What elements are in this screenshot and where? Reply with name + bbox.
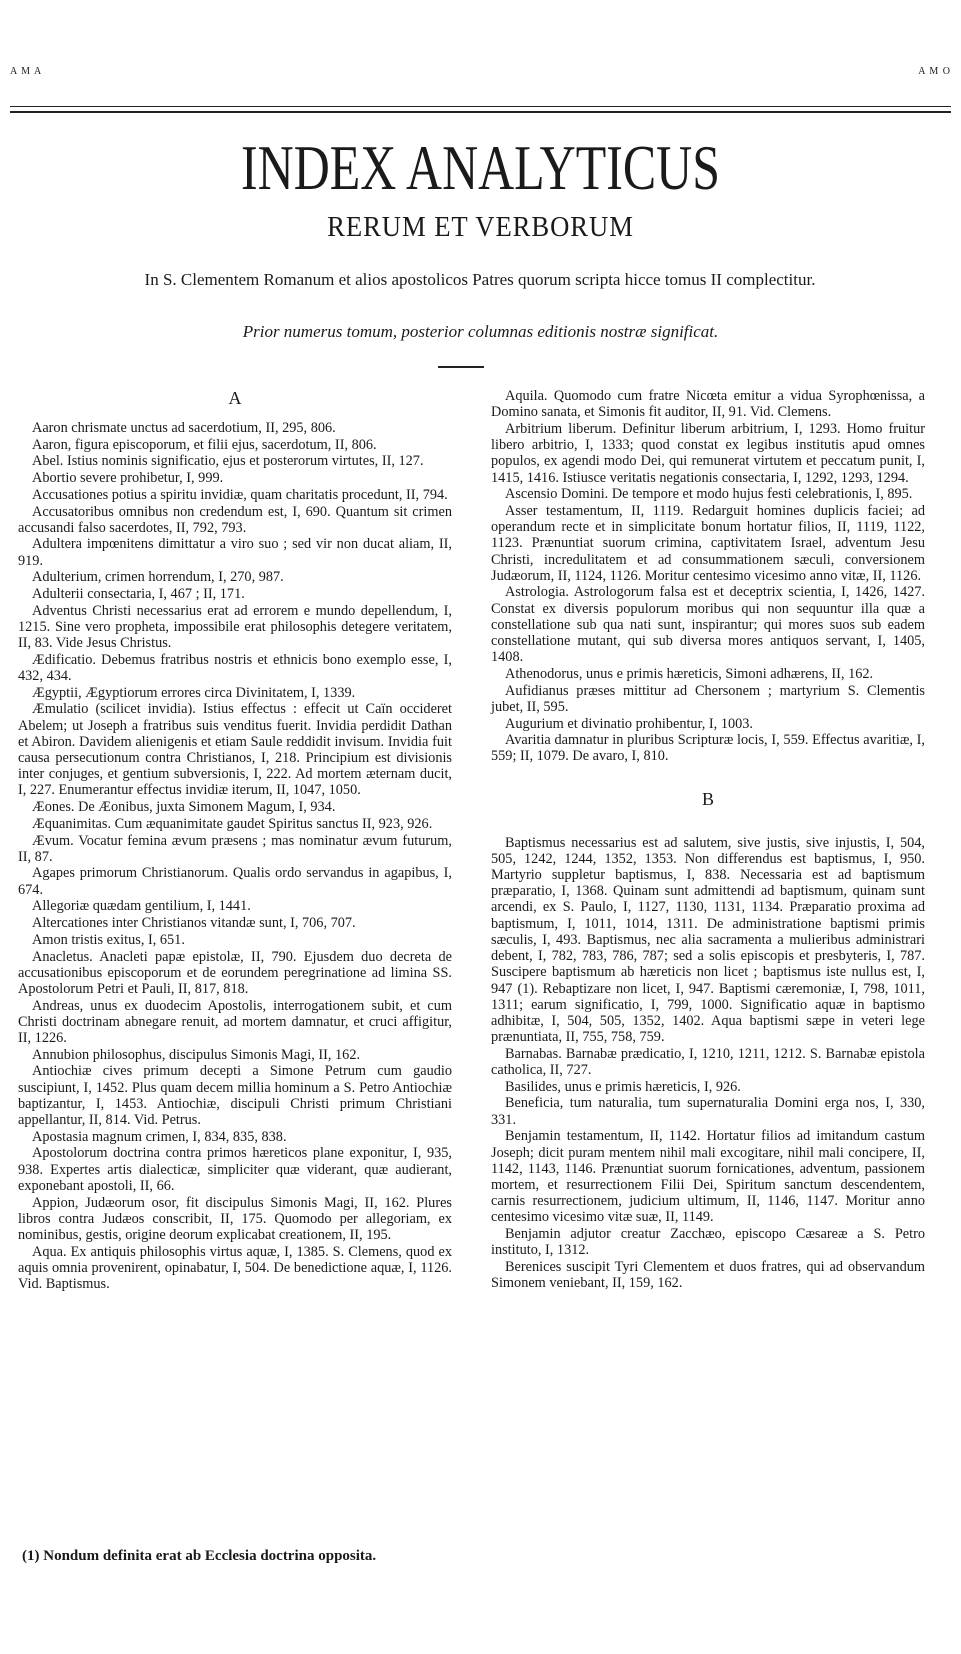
index-entry: Augurium et divinatio prohibentur, I, 1003.: [505, 715, 753, 732]
index-entry: Allegoriæ quædam gentilium, I, 1441.: [32, 898, 251, 915]
header-rule-thick: [10, 111, 951, 113]
page-subtitle: RERUM ET VERBORUM: [327, 211, 634, 243]
index-entry: Agapes primorum Christianorum. Qualis ordo servandus in agapibus, I, 674.: [18, 865, 452, 898]
footnote: (1) Nondum definita erat ab Ecclesia doctrina opposita.: [22, 1548, 377, 1564]
index-entry: Basilides, unus e primis hæreticis, I, 926.: [505, 1078, 741, 1095]
index-entry: Altercationes inter Christianos vitandæ sunt, I, 706, 707.: [32, 915, 356, 932]
index-entry: Adventus Christi necessarius erat ad errorem e mundo depellendum, I, 1215. Sine vero propheta, impossibile erat philosophis detegere veritatem, II, 83. Vide Jesus Christus.: [18, 602, 452, 652]
right-entry-list-b: [491, 835, 925, 1292]
index-entry: Berenices suscipit Tyri Clementem et duos fratres, qui ad observandum Simonem veniebant, II, 159, 162.: [491, 1258, 925, 1292]
index-entry: Ascensio Domini. De tempore et modo hujus festi celebrationis, I, 895.: [505, 486, 913, 503]
running-head-right: A M O: [918, 66, 951, 77]
index-entry: Apostolorum doctrina contra primos hæreticos plane exponitur, I, 935, 938. Expertes artis dialecticæ, simpliciter quæ viderant, quæ audierant, exponebant apostoli, II, 66.: [18, 1145, 452, 1194]
section-letter-a: A: [228, 388, 242, 408]
index-entry: Amon tristis exitus, I, 651.: [32, 931, 185, 948]
index-entry: Aquila. Quomodo cum fratre Nicœta emitur a vidua Syrophœnissa, a Domino sanata, et Simonis fit auditor, II, 91. Vid. Clemens.: [491, 388, 925, 421]
index-entry: Astrologia. Astrologorum falsa est et deceptrix scientia, I, 1426, 1427. Constat ex diversis populorum moribus qui non sequuntur illa quæ a constellatione sub qua nati sunt, inspirantur; qui mores suos sub eadem constellatione mutant, qui sub diversa mores antiquos servant, I, 1405, 1408.: [491, 584, 925, 666]
index-entry: Æmulatio (scilicet invidia). Istius effectus : effecit ut Caïn occideret Abelem; ut Joseph a fratribus suis venditus fuerit. Invidia perdidit Dathan et Abiron. Davidem alienigenis et etiam Saule reddidit invisum. Invidia fuit causa persecutionum contra Christianos, I, 218. Principium est divisionis inter conjuges, et gentium subversionis, I, 222. Ad mortem æternam ducit, I, 227. Enumerantur effectus invidiæ iterum, II, 1047, 1050.: [18, 701, 452, 799]
index-entry: Benjamin testamentum, II, 1142. Hortatur filios ad imitandum castum Joseph; dicit puram mentem nihil mali excogitare, nihil mali concipere, II, 1142, 1143, 1146. Prænuntiat suorum fornicationes, adventum, passionem mortem, et resurrectionem Filii Dei, Spiritum sanctum descendentem, carnis resurrectionem, judicium ultimum, II, 1146, 1147. Moritur anno centesimo vicesimo vitæ suæ, II, 1149.: [491, 1128, 925, 1226]
running-head: [10, 66, 951, 80]
index-entry: Adulterium, crimen horrendum, I, 270, 987.: [32, 569, 284, 586]
index-entry: Benjamin adjutor creatur Zacchæo, episcopo Cæsareæ a S. Petro instituto, I, 1312.: [491, 1226, 925, 1259]
left-entry-list: [18, 420, 452, 1292]
index-entry: Aufidianus præses mittitur ad Chersonem ; martyrium S. Clementis jubet, II, 595.: [491, 682, 925, 715]
index-entry: Aaron chrismate unctus ad sacerdotium, II, 295, 806.: [32, 420, 336, 436]
right-column: [491, 388, 925, 1292]
index-entry: Æones. De Æonibus, juxta Simonem Magum, I, 934.: [32, 799, 336, 816]
index-entry: Avaritia damnatur in pluribus Scripturæ locis, I, 559. Effectus avaritiæ, I, 559; II, 1079. De avaro, I, 810.: [491, 732, 925, 765]
section-letter-b: B: [701, 788, 714, 809]
index-entry: Ædificatio. Debemus fratribus nostris et ethnicis bono exemplo esse, I, 432, 434.: [18, 651, 452, 685]
index-entry: Adulterii consectaria, I, 467 ; II, 171.: [32, 586, 245, 603]
index-entry: Accusationes potius a spiritu invidiæ, quam charitatis procedunt, II, 794.: [32, 486, 448, 503]
index-entry: Appion, Judæorum osor, fit discipulus Simonis Magi, II, 162. Plures libros contra Judæos conscribit, II, 175. Quomodo per allegoriam, ex nominibus, gestis, origine deorum explicabat creationem, II, 195.: [18, 1194, 452, 1243]
index-entry: Athenodorus, unus e primis hæreticis, Simoni adhærens, II, 162.: [505, 665, 874, 682]
right-entry-list-a: [491, 388, 925, 765]
numbering-note: Prior numerus tomum, posterior columnas editionis nostræ significat.: [242, 322, 719, 341]
index-entry: Andreas, unus ex duodecim Apostolis, interrogationem subit, et cum Christi doctrinam abnegare renuit, ad mortem damnatur, et cruci affigitur, II, 1226.: [18, 997, 452, 1047]
page-title: INDEX ANALYTICUS: [241, 132, 720, 203]
index-entry: Apostasia magnum crimen, I, 834, 835, 838.: [32, 1128, 287, 1145]
index-entry: Aqua. Ex antiquis philosophis virtus aquæ, I, 1385. S. Clemens, quod ex aquis omnia provenirent, opinabatur, I, 504. De benedictione aquæ, I, 1126. Vid. Baptismus.: [18, 1243, 452, 1293]
index-entry: Ægyptii, Ægyptiorum errores circa Divinitatem, I, 1339.: [32, 684, 356, 701]
index-entry: Arbitrium liberum. Definitur liberum arbitrium, I, 1293. Homo fruitur libero arbitrio, I, 1333; quod constat ex legibus institutis apud omnes populos, ex agendi modo Dei, qui remunerat virtutem et peccatum punit, I, 1415, 1416. Istiusce veritatis negationis consectaria, I, 1292, 1293, 1294.: [491, 420, 925, 486]
index-entry: Barnabas. Barnabæ prædicatio, I, 1210, 1211, 1212. S. Barnabæ epistola catholica, II, 727.: [491, 1045, 925, 1079]
index-entry: Baptismus necessarius est ad salutem, sive justis, sive injustis, I, 504, 505, 1242, 1244, 1352, 1353. Non differendus est baptismus, I, 950. Martyrio suppletur baptismus, I, 838. Necessaria est ad baptismum præparatio, I, 1368. Quinam sunt admittendi ad baptismum, quinam sunt arcendi, ex S. Paulo, I, 1127, 1130, 1131, 1134. Præparatio proxima ad baptismum, I, 1011, 1014, 1311. De administratione baptismi primis sæculis, I, 493. Baptismus, nec alia sacramenta a mulieribus administrari debent, I, 782, 783, 786, 787; sed a solis episcopis et presbyteris, I, 787. Suscipere baptismum ab hæreticis non licet ; baptismus iste nullus est, I, 947 (1). Rebaptizare non licet, I, 947. Baptismi cæremoniæ, I, 798, 1011, 1311; earum significatio, I, 799, 1000. Significatio aquæ in baptismo adhibitæ, I, 504, 505, 1352, 1402. Aqua baptismi sæpe in veteri lege prænuntiata, II, 755, 758, 759.: [491, 834, 925, 1046]
index-entry: Abel. Istius nominis significatio, ejus et posterorum virtutes, II, 127.: [32, 453, 424, 470]
index-entry: Antiochiæ cives primum decepti a Simone Petrum cum gaudio suscipiunt, I, 1452. Plus quam decem millia hominum a S. Petro Antiochiæ baptizantur, I, 1453. Antiochiæ, discipuli Christi primum Christiani appellantur, II, 814. Vid. Petrus.: [18, 1063, 452, 1129]
page-description: In S. Clementem Romanum et alios apostolicos Patres quorum scripta hicce tomus II complectitur.: [144, 270, 816, 289]
index-entry: Beneficia, tum naturalia, tum supernaturalia Domini erga nos, I, 330, 331.: [491, 1095, 925, 1128]
section-divider: [438, 366, 484, 368]
index-entry: Accusatoribus omnibus non credendum est, I, 690. Quantum sit crimen accusandi falso sacerdotes, II, 792, 793.: [18, 503, 452, 536]
header-rule-thin: [10, 106, 951, 107]
index-entry: Annubion philosophus, discipulus Simonis Magi, II, 162.: [32, 1046, 361, 1063]
index-entry: Asser testamentum, II, 1119. Redarguit homines duplicis faciei; ad operandum recte et in simplicitate bonum hortatur filios, II, 1119, 1122, 1123. Prænuntiat suorum crimina, captivitatem Israel, adventum Jesu Christi, incredulitatem et ad consummationem sæculi, conversionem Judæorum, II, 1124, 1126. Moritur centesimo vicesimo anno vitæ, II, 1126.: [491, 502, 925, 584]
index-entry: Adultera impœnitens dimittatur a viro suo ; sed vir non ducat aliam, II, 919.: [18, 536, 452, 569]
index-entry: Ævum. Vocatur femina ævum præsens ; mas nominatur ævum futurum, II, 87.: [18, 832, 452, 865]
index-entry: Abortio severe prohibetur, I, 999.: [32, 470, 224, 487]
running-head-left: A M A: [10, 66, 43, 77]
index-entry: Anacletus. Anacleti papæ epistolæ, II, 790. Ejusdem duo decreta de accusationibus episcoporum et de eorundem peregrinatione ad limina SS. Apostolorum Petri et Pauli, II, 817, 818.: [18, 948, 452, 997]
left-column: [18, 388, 452, 1293]
index-entry: Aaron, figura episcoporum, et filii ejus, sacerdotum, II, 806.: [32, 436, 377, 453]
index-entry: Æquanimitas. Cum æquanimitate gaudet Spiritus sanctus II, 923, 926.: [32, 815, 433, 832]
